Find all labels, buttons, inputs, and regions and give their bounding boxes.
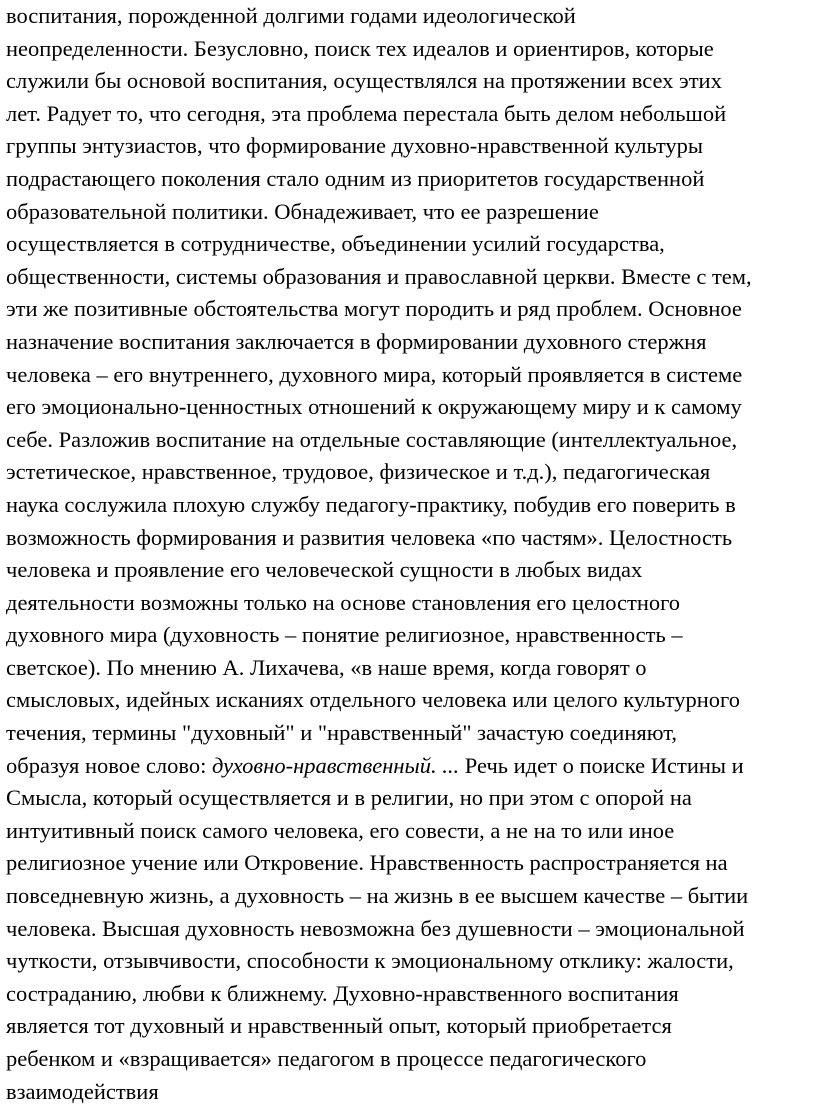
text-line-7 — [6, 196, 810, 229]
text-line-9 — [6, 261, 810, 294]
text-line-13 — [6, 391, 810, 424]
text-line-19 — [6, 587, 810, 620]
document-body — [6, 0, 810, 1108]
text-line-20 — [6, 619, 810, 652]
line-text: взаимодействия — [6, 1078, 159, 1104]
text-line-23 — [6, 717, 810, 750]
text-line-6 — [6, 163, 810, 196]
text-line-27 — [6, 847, 810, 880]
line-text: общественности, системы образования и православной церкви. Вместе с тем, — [6, 263, 752, 289]
line-text: является тот духовный и нравственный опыт, который приобретается — [6, 1013, 672, 1039]
text-line-14 — [6, 424, 810, 457]
text-line-12 — [6, 359, 810, 392]
line-text: человека. Высшая духовность невозможна без душевности – эмоциональной — [6, 915, 745, 941]
text-line-15 — [6, 456, 810, 489]
line-text: назначение воспитания заключается в формировании духовного стержня — [6, 328, 707, 354]
text-line-29 — [6, 913, 810, 946]
text-line-31 — [6, 978, 810, 1011]
line-text: неопределенности. Безусловно, поиск тех идеалов и ориентиров, которые — [6, 35, 714, 61]
line-text: человека и проявление его человеческой сущности в любых видах — [6, 557, 643, 583]
line-text: деятельности возможны только на основе становления его целостного — [6, 589, 681, 615]
line-text: его эмоционально-ценностных отношений к окружающему миру и к самому — [6, 394, 742, 420]
line-text: ребенком и «взращивается» педагогом в процессе педагогического — [6, 1046, 647, 1071]
line-text: чуткости, отзывчивости, способности к эмоциональному отклику: жалости, — [6, 948, 734, 974]
line-text: возможность формирования и развития человека «по частям». Целостность — [6, 524, 733, 550]
line-text: лет. Радует то, что сегодня, эта проблема перестала быть делом небольшой — [6, 100, 727, 126]
text-line-24 — [6, 750, 810, 783]
text-line-11 — [6, 326, 810, 359]
text-line-32 — [6, 1010, 810, 1043]
text-line-17 — [6, 522, 810, 555]
text-line-1 — [6, 0, 810, 33]
line-text: человека – его внутреннего, духовного мира, который проявляется в системе — [6, 361, 743, 387]
line-text: образовательной политики. Обнадеживает, что ее разрешение — [6, 198, 599, 224]
line-text: наука сослужила плохую службу педагогу-практику, побудив его поверить в — [6, 491, 736, 517]
text-line-5 — [6, 130, 810, 163]
line-text: себе. Разложив воспитание на отдельные составляющие (интеллектуальное, — [6, 426, 738, 452]
text-line-8 — [6, 228, 810, 261]
line-text: группы энтузиастов, что формирование духовно-нравственной культуры — [6, 133, 704, 159]
text-line-26 — [6, 815, 810, 848]
text-line-33 — [6, 1043, 810, 1076]
text-line-30 — [6, 945, 810, 978]
text-line-18 — [6, 554, 810, 587]
text-line-3 — [6, 65, 810, 98]
text-line-10 — [6, 293, 810, 326]
italic-term: духовно-нравственный. ... — [211, 752, 460, 778]
line-text: осуществляется в сотрудничестве, объединении усилий государства, — [6, 231, 665, 257]
text-line-25 — [6, 782, 810, 815]
text-line-4 — [6, 98, 810, 131]
text-line-28 — [6, 880, 810, 913]
text-line-22 — [6, 684, 810, 717]
line-text: интуитивный поиск самого человека, его совести, а не на то или иное — [6, 817, 675, 843]
line-text: образуя новое слово: — [6, 752, 212, 778]
line-text: духовного мира (духовность – понятие религиозное, нравственность – — [6, 622, 683, 648]
line-text: светское). По мнению А. Лихачева, «в наше время, когда говорят о — [6, 654, 647, 680]
line-text: повседневную жизнь, а духовность – на жизнь в ее высшем качестве – бытии — [6, 883, 749, 909]
line-text: течения, термины "духовный" и "нравственный" зачастую соединяют, — [6, 720, 678, 746]
line-text: Речь идет о поиске Истины и — [459, 752, 744, 778]
line-text: служили бы основой воспитания, осуществлялся на протяжении всех этих — [6, 68, 722, 94]
text-line-21 — [6, 652, 810, 685]
text-line-16 — [6, 489, 810, 522]
line-text: воспитания, порожденной долгими годами идеологической — [6, 3, 576, 28]
text-line-34 — [6, 1076, 810, 1109]
line-text: состраданию, любви к ближнему. Духовно-нравственного воспитания — [6, 980, 679, 1006]
line-text: подрастающего поколения стало одним из приоритетов государственной — [6, 165, 705, 191]
line-text: смысловых, идейных исканиях отдельного человека или целого культурного — [6, 687, 740, 713]
line-text: эстетическое, нравственное, трудовое, физическое и т.д.), педагогическая — [6, 459, 711, 485]
line-text: эти же позитивные обстоятельства могут породить и ряд проблем. Основное — [6, 296, 742, 322]
line-text: религиозное учение или Откровение. Нравственность распространяется на — [6, 850, 728, 876]
line-text: Смысла, который осуществляется и в религии, но при этом с опорой на — [6, 785, 692, 811]
text-line-2 — [6, 33, 810, 66]
